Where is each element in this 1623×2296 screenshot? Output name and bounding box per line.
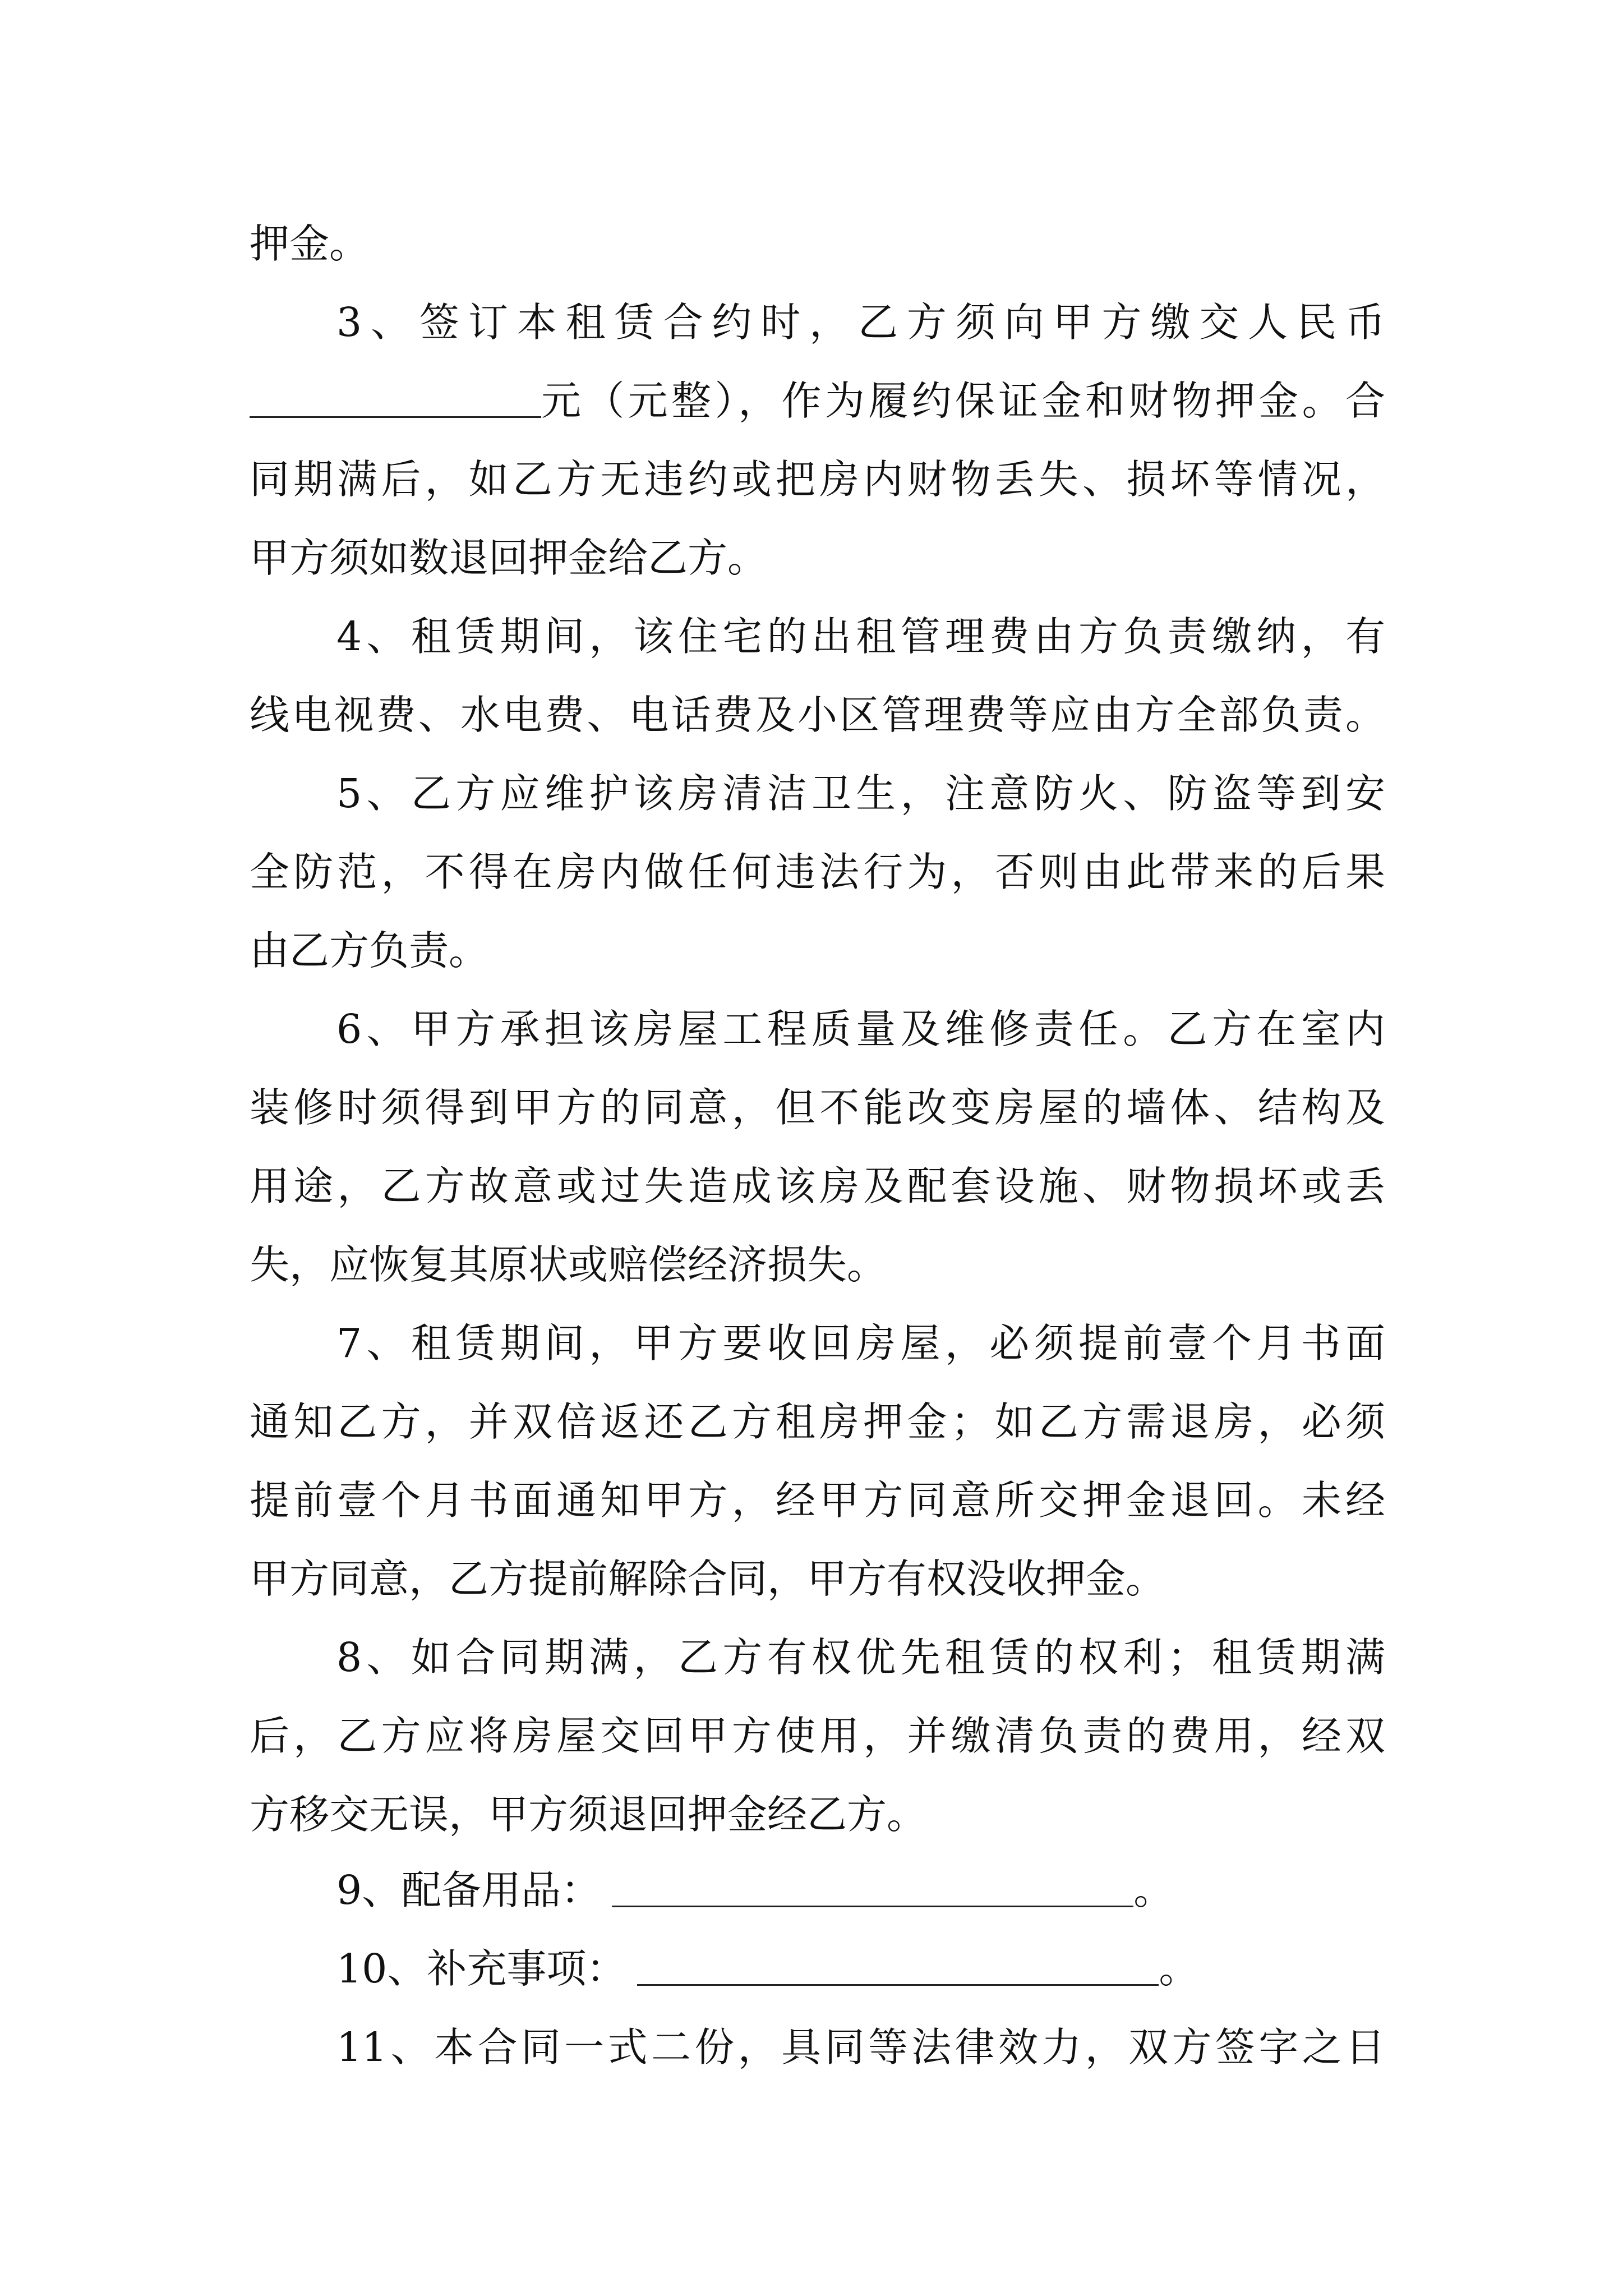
clause-7-line-4: 甲方同意，乙方提前解除合同，甲方有权没收押金。 xyxy=(250,1556,1166,1602)
clause-3-line-1: 3、签订本租赁合约时，乙方须向甲方缴交人民币 xyxy=(336,299,1385,346)
clause-6-line-1: 6、甲方承担该房屋工程质量及维修责任。乙方在室内 xyxy=(336,1006,1385,1052)
clause-5-line-1: 5、乙方应维护该房清洁卫生，注意防火、防盗等到安 xyxy=(336,770,1385,817)
clause-9-end: 。 xyxy=(1133,1867,1174,1913)
clause-3-line-4: 甲方须如数退回押金给乙方。 xyxy=(250,535,768,581)
clause-6-line-4: 失，应恢复其原状或赔偿经济损失。 xyxy=(250,1241,887,1288)
clause-3-line-2-text: 元（元整），作为履约保证金和财物押金。合 xyxy=(541,378,1385,424)
clause-3-line-2 xyxy=(250,365,1385,438)
clause-8-line-2: 后，乙方应将房屋交回甲方使用，并缴清负责的费用，经双 xyxy=(250,1713,1385,1759)
clause-9-label: 9、配备用品： xyxy=(336,1867,601,1913)
clause-4-line-1: 4、租赁期间，该住宅的出租管理费由方负责缴纳，有 xyxy=(336,613,1385,660)
clause-7-line-1: 7、租赁期间，甲方要收回房屋，必须提前壹个月书面 xyxy=(336,1320,1385,1366)
amount-blank[interactable] xyxy=(250,416,541,418)
clause-7-line-3: 提前壹个月书面通知甲方，经甲方同意所交押金退回。未经 xyxy=(250,1477,1385,1524)
supplementary-blank[interactable] xyxy=(637,1984,1159,1986)
clause-4-line-2: 线电视费、水电费、电话费及小区管理费等应由方全部负责。 xyxy=(250,692,1385,738)
clause-5-line-3: 由乙方负责。 xyxy=(250,927,489,974)
text-line: 押金。 xyxy=(250,220,370,267)
clause-11-line-1: 11、本合同一式二份，具同等法律效力，双方签字之日 xyxy=(336,2024,1385,2070)
clause-10-end: 。 xyxy=(1159,1945,1199,1992)
clause-8-line-1: 8、如合同期满，乙方有权优先租赁的权利；租赁期满 xyxy=(336,1634,1385,1681)
clause-3-line-3: 同期满后，如乙方无违约或把房内财物丢失、损坏等情况， xyxy=(250,456,1385,503)
clause-10-label: 10、补充事项： xyxy=(336,1945,626,1992)
clause-7-line-2: 通知乙方，并双倍返还乙方租房押金；如乙方需退房，必须 xyxy=(250,1398,1385,1445)
clause-9-line xyxy=(336,1854,1173,1927)
clause-8-line-3: 方移交无误，甲方须退回押金经乙方。 xyxy=(250,1791,927,1838)
clause-10-line xyxy=(336,1932,1198,2005)
supplies-blank[interactable] xyxy=(612,1906,1133,1907)
clause-5-line-2: 全防范，不得在房内做任何违法行为，否则由此带来的后果 xyxy=(250,849,1385,895)
clause-6-line-3: 用途，乙方故意或过失造成该房及配套设施、财物损坏或丢 xyxy=(250,1163,1385,1209)
clause-6-line-2: 装修时须得到甲方的同意，但不能改变房屋的墙体、结构及 xyxy=(250,1084,1385,1131)
